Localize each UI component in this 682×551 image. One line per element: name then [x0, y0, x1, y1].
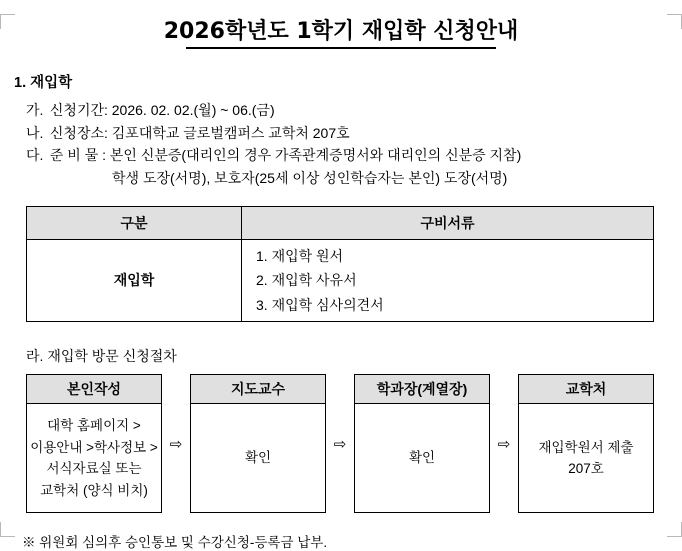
table-cell-documents — [242, 239, 654, 322]
crop-mark-bottom-right — [667, 522, 682, 537]
table-header-documents: 구비서류 — [242, 206, 654, 239]
flow-step-header: 지도교수 — [191, 375, 325, 404]
info-line-text: 준 비 물 : 본인 신분증(대리인의 경우 가족관계증명서와 대리인의 신분증 지참) — [49, 147, 522, 164]
info-line-marker: 가. — [26, 102, 44, 118]
document-page — [0, 14, 682, 551]
info-line-continuation: 학생 도장(서명), 보호자(25세 이상 성인학습자는 본인) 도장(서명) — [112, 170, 508, 187]
crop-mark-top-left — [0, 14, 15, 29]
flow-step-2 — [190, 374, 326, 513]
arrow-right-icon: ⇨ — [497, 435, 511, 453]
info-line — [26, 144, 682, 167]
section-label: 재입학 — [30, 75, 73, 91]
flow-step-4 — [518, 374, 654, 513]
application-flow-diagram — [26, 374, 654, 513]
info-line — [26, 99, 682, 122]
flow-step-header: 교학처 — [519, 375, 653, 404]
arrow-right-icon: ⇨ — [333, 435, 347, 453]
subsection-marker: 라. — [26, 348, 44, 365]
info-line — [26, 122, 682, 145]
page-title: 2026학년도 1학기 재입학 신청안내 — [163, 19, 519, 44]
flow-step-body — [191, 404, 325, 512]
info-line-text: 신청기간: 2026. 02. 02.(월) ~ 06.(금) — [49, 102, 275, 118]
flow-step-line: 확인 — [408, 450, 436, 466]
flow-step-line: 교학처 (양식 비치) — [40, 482, 148, 498]
required-documents-table — [26, 206, 654, 323]
section-heading — [14, 71, 682, 92]
table-cell-category: 재입학 — [27, 239, 242, 322]
flow-step-body — [355, 404, 489, 512]
arrow-right-icon: ⇨ — [169, 435, 183, 453]
title-underline — [186, 47, 496, 49]
flow-step-header: 학과장(계열장) — [355, 375, 489, 404]
crop-mark-bottom-left — [0, 522, 15, 537]
section-number: 1. — [14, 75, 27, 91]
flow-step-line: 207호 — [568, 461, 604, 477]
flow-step-line: 이용안내 >학사정보 > — [30, 439, 158, 455]
document-item: 1. 재입학 원서 — [256, 247, 344, 264]
table-header-category: 구분 — [27, 206, 242, 239]
flow-step-line: 대학 홈페이지 > — [47, 418, 141, 433]
flow-step-header: 본인작성 — [27, 375, 161, 404]
crop-mark-top-right — [667, 14, 682, 29]
subsection-heading — [26, 346, 682, 366]
subsection-label: 재입학 방문 신청절차 — [47, 348, 177, 365]
table-row — [27, 239, 654, 322]
flow-step-line: 재입학원서 제출 — [538, 439, 634, 455]
flow-step-1 — [26, 374, 162, 513]
info-line-marker: 다. — [26, 147, 44, 164]
info-line-marker: 나. — [26, 124, 44, 141]
flow-step-body — [519, 404, 653, 512]
table-header-row — [27, 206, 654, 239]
flow-step-3 — [354, 374, 490, 513]
footnote: ※ 위원회 심의후 승인통보 및 수강신청-등록금 납부. — [22, 535, 328, 551]
flow-step-line: 확인 — [244, 450, 272, 466]
flow-step-body — [27, 404, 161, 512]
document-item: 2. 재입학 사유서 — [256, 272, 357, 289]
document-item: 3. 재입학 심사의견서 — [256, 296, 384, 313]
info-list — [26, 99, 682, 190]
info-line-text: 신청장소: 김포대학교 글로벌캠퍼스 교학처 207호 — [49, 124, 350, 141]
flow-step-line: 서식자료실 또는 — [46, 461, 142, 477]
